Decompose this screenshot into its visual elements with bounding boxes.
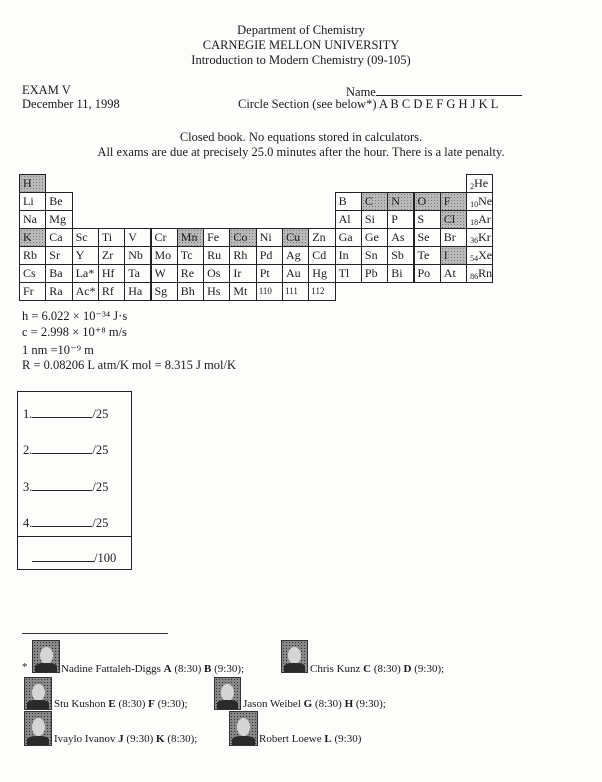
score-max: /25 <box>92 407 109 421</box>
element-cell: Zn <box>308 228 335 247</box>
footnote-rule <box>22 633 168 634</box>
element-cell: O <box>414 192 441 211</box>
element-cell: Sb <box>387 246 414 265</box>
element-cell: Sc <box>72 228 99 247</box>
element-cell: Pt <box>256 264 283 283</box>
score-row-1 <box>23 405 108 422</box>
element-cell: Be <box>45 192 72 211</box>
element-cell: Cl <box>440 210 467 229</box>
element-cell: $_{10}$Ne <box>466 192 493 211</box>
element-cell: Pb <box>361 264 388 283</box>
element-cell: Mg <box>45 210 72 229</box>
element-cell: Zr <box>98 246 125 265</box>
element-cell: Hs <box>203 282 230 301</box>
score-label: 3. <box>23 480 33 494</box>
element-cell: Os <box>203 264 230 283</box>
speed-of-light: c = 2.998 × 10⁺⁸ m/s <box>22 325 127 339</box>
element-cell: V <box>124 228 151 247</box>
exam-title: EXAM V <box>22 83 71 97</box>
element-cell: $_{36}$Kr <box>466 228 493 247</box>
element-cell: Ge <box>361 228 388 247</box>
course-title: Introduction to Modern Chemistry (09-105) <box>191 53 411 67</box>
element-cell: Ag <box>282 246 309 265</box>
element-cell: At <box>440 264 467 283</box>
footnote-mark: * <box>22 661 28 673</box>
element-cell: Rb <box>19 246 46 265</box>
score-label: 4. <box>23 516 33 530</box>
score-blank[interactable] <box>32 478 92 491</box>
element-cell: C <box>361 192 388 211</box>
element-cell: Sg <box>151 282 178 301</box>
element-cell: Hg <box>308 264 335 283</box>
exam-date: December 11, 1998 <box>22 97 120 111</box>
element-cell: Ir <box>229 264 256 283</box>
element-cell: F <box>440 192 467 211</box>
element-cell: Ru <box>203 246 230 265</box>
element-cell: $_2$He <box>466 174 493 193</box>
nanometer-conversion: 1 nm =10⁻⁹ m <box>22 343 94 357</box>
element-cell: Ha <box>124 282 151 301</box>
element-cell: Ca <box>45 228 72 247</box>
planck-constant: h = 6.022 × 10⁻³⁴ J·s <box>22 309 128 323</box>
instructor-photo-ivaylo <box>24 711 52 746</box>
score-row-2 <box>23 441 108 458</box>
score-divider <box>18 536 131 537</box>
element-cell: Rh <box>229 246 256 265</box>
name-blank[interactable] <box>376 83 522 96</box>
element-cell: Si <box>361 210 388 229</box>
score-label: 1. <box>23 407 33 421</box>
instructor-chris: Chris Kunz C (8:30) D (9:30); <box>310 663 445 675</box>
element-cell: As <box>387 228 414 247</box>
element-cell: Tl <box>335 264 362 283</box>
section-label: Circle Section (see below*) <box>238 97 377 111</box>
score-blank[interactable] <box>32 405 92 418</box>
department-title: Department of Chemistry <box>237 23 365 37</box>
element-cell: 111 <box>282 282 309 301</box>
element-cell: Mn <box>177 228 204 247</box>
instructor-robert: Robert Loewe L (9:30) <box>259 733 362 745</box>
element-cell: Ra <box>45 282 72 301</box>
element-cell: I <box>440 246 467 265</box>
element-cell: Mo <box>151 246 178 265</box>
instructor-photo-nadine <box>32 640 60 673</box>
instructor-photo-robert <box>229 711 258 746</box>
name-label: Name <box>346 85 376 99</box>
element-cell: Sr <box>45 246 72 265</box>
element-cell: 112 <box>308 282 335 301</box>
score-label: 2. <box>23 443 33 457</box>
element-cell: Mt <box>229 282 256 301</box>
element-cell: In <box>335 246 362 265</box>
score-blank[interactable] <box>32 514 92 527</box>
element-cell: Y <box>72 246 99 265</box>
instructions-line-2: All exams are due at precisely 25.0 minutes after the hour. There is a late penalty. <box>97 145 505 159</box>
instructor-ivaylo: Ivaylo Ivanov J (9:30) K (8:30); <box>54 733 198 745</box>
element-cell: Cu <box>282 228 309 247</box>
element-cell: Te <box>414 246 441 265</box>
section-letters[interactable]: A B C D E F G H J K L <box>378 97 499 111</box>
score-blank[interactable] <box>32 441 92 454</box>
element-cell: Ga <box>335 228 362 247</box>
element-cell: $_{86}$Rn <box>466 264 493 283</box>
score-max: /25 <box>92 480 109 494</box>
element-cell: $_{54}$Xe <box>466 246 493 265</box>
element-cell: H <box>19 174 46 193</box>
score-total-row <box>32 549 116 566</box>
element-cell: Cd <box>308 246 335 265</box>
element-cell: Nb <box>124 246 151 265</box>
section-line <box>238 97 498 112</box>
element-cell: K <box>19 228 46 247</box>
element-cell: B <box>335 192 362 211</box>
element-cell: Sn <box>361 246 388 265</box>
instructor-nadine: Nadine Fattaleh-Diggs A (8:30) B (9:30); <box>61 663 245 675</box>
element-cell: Rf <box>98 282 125 301</box>
score-row-4 <box>23 514 108 531</box>
element-cell: 110 <box>256 282 283 301</box>
element-cell: Au <box>282 264 309 283</box>
element-cell: P <box>387 210 414 229</box>
element-cell: Co <box>229 228 256 247</box>
element-cell: Ti <box>98 228 125 247</box>
element-cell: Bi <box>387 264 414 283</box>
university-title: CARNEGIE MELLON UNIVERSITY <box>202 38 400 52</box>
instructions-line-1: Closed book. No equations stored in calculators. <box>179 130 423 144</box>
element-cell: Hf <box>98 264 125 283</box>
score-row-3 <box>23 478 108 495</box>
element-cell: La* <box>72 264 99 283</box>
element-cell: Fe <box>203 228 230 247</box>
element-cell: Ba <box>45 264 72 283</box>
instructor-stu: Stu Kushon E (8:30) F (9:30); <box>54 698 188 710</box>
element-cell: Fr <box>19 282 46 301</box>
instructor-photo-jason <box>214 677 241 710</box>
element-cell: Se <box>414 228 441 247</box>
element-cell: Al <box>335 210 362 229</box>
element-cell: Po <box>414 264 441 283</box>
element-cell: Li <box>19 192 46 211</box>
element-cell: Ni <box>256 228 283 247</box>
element-cell: Na <box>19 210 46 229</box>
total-blank[interactable] <box>32 549 94 562</box>
element-cell: S <box>414 210 441 229</box>
element-cell: Cr <box>151 228 178 247</box>
element-cell: Re <box>177 264 204 283</box>
element-cell: N <box>387 192 414 211</box>
element-cell: Ac* <box>72 282 99 301</box>
element-cell: Br <box>440 228 467 247</box>
instructor-photo-chris <box>281 640 308 673</box>
element-cell: Tc <box>177 246 204 265</box>
element-cell: Bh <box>177 282 204 301</box>
total-max: /100 <box>94 551 117 565</box>
instructor-jason: Jason Weibel G (8:30) H (9:30); <box>243 698 386 710</box>
gas-constant: R = 0.08206 L atm/K mol = 8.315 J mol/K <box>22 358 236 372</box>
element-cell: Ta <box>124 264 151 283</box>
element-cell: $_{18}$Ar <box>466 210 493 229</box>
score-max: /25 <box>92 443 109 457</box>
element-cell: W <box>151 264 178 283</box>
element-cell: Pd <box>256 246 283 265</box>
element-cell: Cs <box>19 264 46 283</box>
instructor-photo-stu <box>24 677 52 710</box>
score-box <box>17 391 132 570</box>
score-max: /25 <box>92 516 109 530</box>
